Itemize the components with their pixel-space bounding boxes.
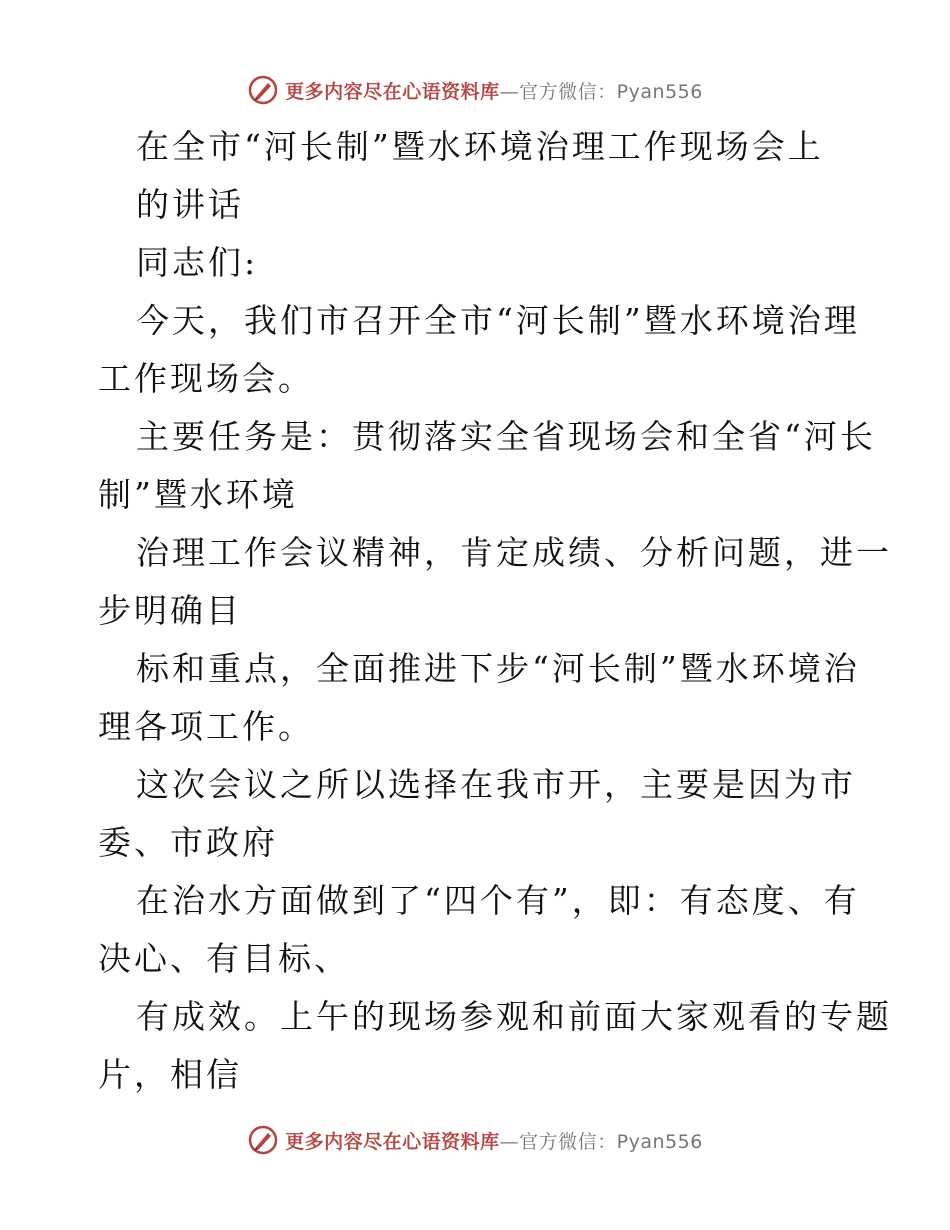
document-line: 制”暨水环境 (98, 475, 298, 514)
document-line: 治理工作会议精神，肯定成绩、分析问题，进一 (136, 533, 892, 572)
document-line: 今天，我们市召开全市“河长制”暨水环境治理 (136, 301, 860, 340)
document-line: 同志们: (136, 243, 259, 282)
pen-logo-icon (247, 74, 279, 106)
document-line: 在治水方面做到了“四个有”，即：有态度、有 (136, 881, 860, 920)
document-line: 决心、有目标、 (98, 939, 350, 978)
document-line: 委、市政府 (98, 823, 278, 862)
watermark-text: 更多内容尽在心语资料库—官方微信：Pyan556 (285, 80, 703, 103)
document-line: 的讲话 (136, 185, 244, 224)
document-line: 步明确目 (98, 591, 242, 630)
document-line: 工作现场会。 (98, 359, 314, 398)
pen-logo-icon (247, 1124, 279, 1156)
document-line: 有成效。上午的现场参观和前面大家观看的专题 (136, 997, 892, 1036)
header-watermark (0, 70, 950, 110)
watermark-text: 更多内容尽在心语资料库—官方微信：Pyan556 (285, 1130, 703, 1153)
footer-watermark (0, 1120, 950, 1160)
document-line: 片，相信 (98, 1055, 242, 1094)
document-line: 主要任务是：贯彻落实全省现场会和全省“河长 (136, 417, 876, 456)
document-line: 理各项工作。 (98, 707, 314, 746)
document-line: 标和重点，全面推进下步“河长制”暨水环境治 (136, 649, 860, 688)
document-body (98, 118, 892, 1104)
document-line: 这次会议之所以选择在我市开，主要是因为市 (136, 765, 856, 804)
document-line: 在全市“河长制”暨水环境治理工作现场会上 (136, 127, 824, 166)
